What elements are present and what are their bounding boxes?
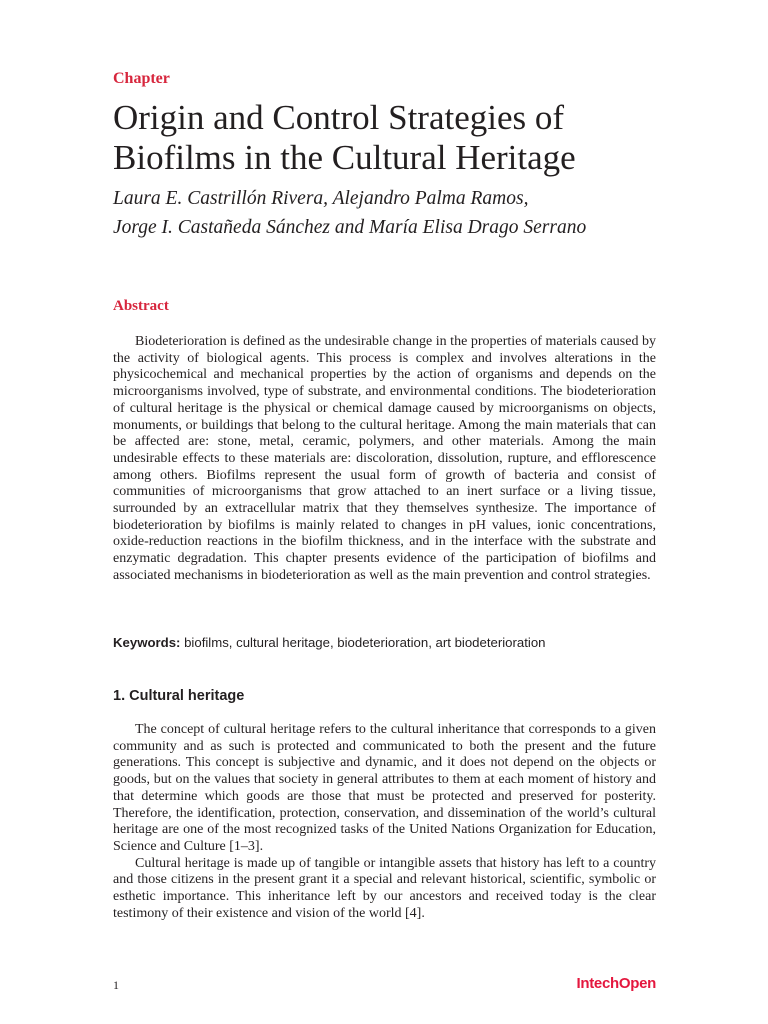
authors-line-1: Laura E. Castrillón Rivera, Alejandro Palma Ramos, [113, 188, 529, 209]
section-1-body [113, 722, 656, 922]
authors-line-2: Jorge I. Castañeda Sánchez and María Elisa Drago Serrano [113, 217, 587, 238]
keywords [113, 634, 656, 652]
abstract-heading: Abstract [113, 298, 169, 314]
keywords-label: Keywords: [113, 635, 181, 650]
abstract-text: Biodeterioration is defined as the undesirable change in the properties of materials caused by the activity of biological agents. This process is complex and involves alterations in the physicochemical and mechanical properties by the action of organisms and depends on the microorganisms involved, type of substrate, and environmental conditions. The biodeterioration of cultural heritage is the physical or chemical damage caused by microorganisms on objects, monuments, or buildings that belong to the cultural heritage. Among the main materials that can be affected are: stone, metal, ceramic, polymers, and other materials. Among the main undesirable effects to these materials are: discoloration, dissolution, rupture, and efflorescence among others. Biofilms represent the usual form of growth of bacteria and consist of communities of microorganisms that grow attached to an inert surface or a living tissue, surrounded by an extracellular matrix that they themselves synthesize. The importance of biodeterioration by biofilms is mainly related to changes in pH values, ionic concentrations, oxide-reduction reactions in the biofilm thickness, and in the interface with the substrate and enzymatic degradation. This chapter presents evidence of the participation of biofilms and associated mechanisms in biodeterioration as well as the main prevention and control strategies. [113, 334, 656, 583]
page-number: 1 [113, 978, 119, 992]
author-list [113, 184, 673, 242]
section-1-paragraph-2: Cultural heritage is made up of tangible or intangible assets that history has left to a country and those citizens in the present grant it a special and relevant historical, scientific, symbolic or esthetic importance. This inheritance left by our ancestors and received today is the clear testimony of their existence and vision of the world [4]. [113, 855, 656, 921]
chapter-label: Chapter [113, 70, 170, 87]
publisher-logo: IntechOpen [576, 975, 656, 992]
chapter-title: Origin and Control Strategies of Biofilms in the Cultural Heritage [113, 98, 576, 177]
keywords-list: biofilms, cultural heritage, biodeterioration, art biodeterioration [184, 635, 546, 650]
section-heading-cultural-heritage: 1. Cultural heritage [113, 688, 245, 704]
section-1-paragraph-1: The concept of cultural heritage refers to the cultural inheritance that corresponds to a given community and as such is protected and communicated to both the present and the future generations. This concept is subjective and dynamic, and it does not depend on the objects or goods, but on the values that society in general attributes to them at each moment of history and that determine which goods are those that must be protected and preserved for posterity. Therefore, the identification, protection, conservation, and dissemination of the world’s cultural heritage are one of the most recognized tasks of the United Nations Organization for Education, Science and Culture [1–3]. [113, 722, 656, 854]
